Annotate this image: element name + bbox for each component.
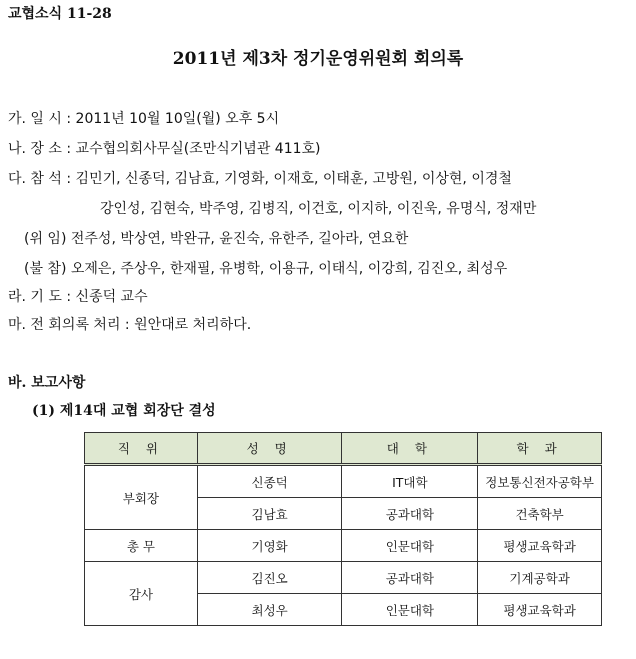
table-row <box>85 465 602 498</box>
college-cell: 공과대학 <box>342 498 478 530</box>
page-title: 2011년 제3차 정기운영위원회 회의록 <box>172 49 464 69</box>
officers-table <box>84 432 602 626</box>
college-cell: IT대학 <box>342 465 478 498</box>
department-cell: 정보통신전자공학부 <box>478 465 602 498</box>
name-cell: 기영화 <box>197 530 342 562</box>
table-row <box>85 530 602 562</box>
header-name: 성 명 <box>197 433 342 465</box>
newsletter-header: 교협소식 11-28 <box>8 6 112 22</box>
position-cell: 감사 <box>85 562 198 626</box>
attendees-line-1: 다. 참 석 : 김민기, 신종덕, 김남효, 기영화, 이재호, 이태훈, 고방원, 이상현, 이경철 <box>8 171 512 187</box>
position-cell: 총 무 <box>85 530 198 562</box>
header-department: 학 과 <box>478 433 602 465</box>
report-section-title: 바. 보고사항 <box>8 375 86 391</box>
department-cell: 평생교육학과 <box>478 594 602 626</box>
college-cell: 인문대학 <box>342 594 478 626</box>
name-cell: 신종덕 <box>197 465 342 498</box>
proxy-line: (위 임) 전주성, 박상연, 박완규, 윤진숙, 유한주, 길아라, 연요한 <box>24 231 409 247</box>
college-cell: 인문대학 <box>342 530 478 562</box>
minutes-line: 마. 전 회의록 처리 : 원안대로 처리하다. <box>8 317 252 333</box>
table-header-row <box>85 433 602 465</box>
attendees-line-2: 강인성, 김현숙, 박주영, 김병직, 이건호, 이지하, 이진욱, 유명식, 정재만 <box>100 201 537 217</box>
department-cell: 평생교육학과 <box>478 530 602 562</box>
name-cell: 김진오 <box>197 562 342 594</box>
meeting-date: 가. 일 시 : 2011년 10월 10일(월) 오후 5시 <box>8 111 280 127</box>
college-cell: 공과대학 <box>342 562 478 594</box>
name-cell: 김남효 <box>197 498 342 530</box>
header-position: 직 위 <box>85 433 198 465</box>
department-cell: 기계공학과 <box>478 562 602 594</box>
position-cell: 부회장 <box>85 465 198 530</box>
table-row <box>85 562 602 594</box>
header-college: 대 학 <box>342 433 478 465</box>
prayer-line: 라. 기 도 : 신종덕 교수 <box>8 289 148 305</box>
meeting-place: 나. 장 소 : 교수협의회사무실(조만식기념관 411호) <box>8 141 321 157</box>
department-cell: 건축학부 <box>478 498 602 530</box>
absent-line: (불 참) 오제은, 주상우, 한재필, 유병학, 이용규, 이태식, 이강희, 김진오, 최성우 <box>24 261 508 277</box>
name-cell: 최성우 <box>197 594 342 626</box>
report-item-title: (1) 제14대 교협 회장단 결성 <box>32 403 216 419</box>
